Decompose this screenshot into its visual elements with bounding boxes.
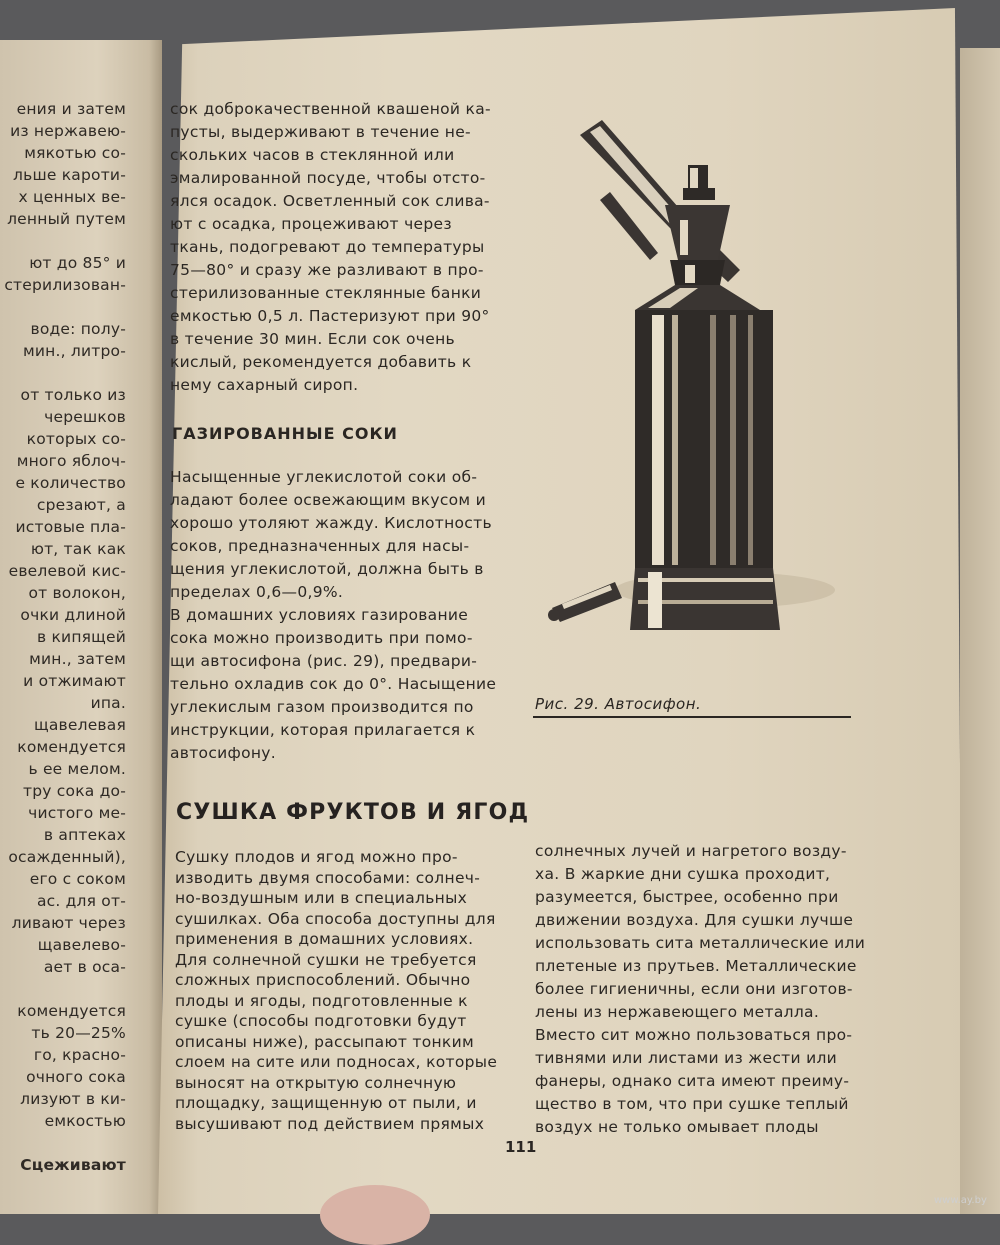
left-page-line: щавелевая <box>34 716 126 734</box>
text-line: слоем на сите или подносах, которые <box>175 1053 498 1071</box>
left-page-line: в кипящей <box>37 628 126 646</box>
section-heading-gas: ГАЗИРОВАННЫЕ СОКИ <box>172 424 398 443</box>
text-line: движении воздуха. Для сушки лучше <box>535 911 854 929</box>
left-page-line: ения и затем <box>16 100 126 118</box>
left-page-line: го, красно- <box>33 1046 126 1064</box>
left-page-line: ь ее мелом. <box>28 760 126 778</box>
left-page-line: воде: полу- <box>30 320 126 338</box>
watermark: www.ay.by <box>934 1195 987 1206</box>
text-line: выносят на открытую солнечную <box>175 1073 457 1092</box>
text-line: в течение 30 мин. Если сок очень <box>170 330 455 348</box>
text-line: площадку, защищенную от пыли, и <box>175 1094 477 1112</box>
left-page-line: чистого ме- <box>28 804 126 822</box>
text-line: щество в том, что при сушке теплый <box>535 1095 849 1113</box>
text-line: углекислым газом производится по <box>170 698 474 716</box>
text-line: щи автосифона (рис. 29), предвари- <box>170 652 478 670</box>
caption-rule <box>533 716 851 718</box>
page-number: 111 <box>505 1138 537 1156</box>
left-page-line: срезают, а <box>36 496 126 514</box>
text-line: солнечных лучей и нагретого возду- <box>535 842 847 860</box>
text-line: кислый, рекомендуется добавить к <box>170 353 472 371</box>
left-page-line: мякотью со- <box>24 144 126 162</box>
text-line: щения углекислотой, должна быть в <box>170 560 484 578</box>
left-page-line: ленный путем <box>7 210 126 228</box>
left-page-line: черешков <box>44 408 126 426</box>
siphon-illustration <box>540 110 860 690</box>
text-line: ха. В жаркие дни сушка проходит, <box>535 865 831 883</box>
text-line: плоды и ягоды, подготовленные к <box>175 991 468 1010</box>
left-page-line: от только из <box>20 386 126 404</box>
text-line: 75—80° и сразу же разливают в про- <box>170 261 484 279</box>
text-line: лены из нержавеющего металла. <box>535 1003 820 1021</box>
text-line: тельно охладив сок до 0°. Насыщение <box>170 675 497 693</box>
text-line: нему сахарный сироп. <box>170 376 359 394</box>
text-line: Сушку плодов и ягод можно про- <box>175 848 458 866</box>
text-line: Насыщенные углекислотой соки об- <box>170 468 478 486</box>
text-line: высушивают под действием прямых <box>175 1114 485 1133</box>
left-page-line: Сцеживают <box>20 1156 126 1174</box>
left-page-line: в аптеках <box>43 826 126 844</box>
text-line: фанеры, однако сита имеют преиму- <box>535 1072 850 1090</box>
left-page-line: е количество <box>15 474 126 492</box>
text-line: сушилках. Оба способа доступны для <box>175 909 496 928</box>
left-page-line: ипа. <box>90 694 126 712</box>
text-line: изводить двумя способами: солнеч- <box>175 868 481 887</box>
text-line: воздух не только омывает плоды <box>535 1118 819 1136</box>
text-line: эмалированной посуде, чтобы отсто- <box>170 169 486 187</box>
left-page-line: ть 20—25% <box>31 1024 126 1042</box>
text-line: хорошо утоляют жажду. Кислотность <box>170 514 492 532</box>
left-page-line: комендуется <box>17 738 126 756</box>
left-page-line: которых со- <box>26 430 126 448</box>
left-page-line: истовые пла- <box>15 518 126 536</box>
left-page-line: тру сока до- <box>23 782 126 800</box>
left-page-line: мин., затем <box>29 650 126 668</box>
next-page-edge <box>960 48 1000 1214</box>
left-page-line: ют до 85° и <box>29 254 126 272</box>
text-line: ялся осадок. Осветленный сок слива- <box>170 192 490 210</box>
left-page-line: емкостью <box>44 1112 126 1130</box>
left-page <box>0 40 162 1214</box>
text-line: сок доброкачественной квашеной ка- <box>170 100 491 118</box>
text-line: инструкции, которая прилагается к <box>170 721 476 739</box>
text-line: соков, предназначенных для насы- <box>170 537 470 555</box>
text-line: скольких часов в стеклянной или <box>170 146 455 164</box>
text-line: более гигиеничны, если они изготов- <box>535 980 853 998</box>
text-line: пределах 0,6—0,9%. <box>170 583 344 601</box>
left-page-line: очного сока <box>26 1068 126 1086</box>
figure-caption: Рис. 29. Автосифон. <box>535 695 702 713</box>
text-line: пусты, выдерживают в течение не- <box>170 123 471 141</box>
left-page-line: евелевой кис- <box>8 562 126 580</box>
text-line: сушке (способы подготовки будут <box>175 1012 467 1030</box>
left-page-line: х ценных ве- <box>18 188 126 206</box>
left-page-line: льше кароти- <box>13 166 126 184</box>
text-line: ткань, подогревают до температуры <box>170 238 485 256</box>
left-page-line: ют, так как <box>30 540 126 558</box>
text-line: емкостью 0,5 л. Пастеризуют при 90° <box>170 307 490 325</box>
left-page-line: осажденный), <box>8 848 126 866</box>
left-page-line: щавелево- <box>37 936 126 954</box>
text-line: сока можно производить при помо- <box>170 629 473 647</box>
left-page-line: мин., литро- <box>22 342 126 360</box>
left-page-line: из нержавею- <box>10 122 126 140</box>
text-line: описаны ниже), рассыпают тонким <box>175 1032 474 1051</box>
text-line: плетеные из прутьев. Металлические <box>535 957 857 975</box>
text-line: но-воздушным или в специальных <box>175 889 468 907</box>
text-line: сложных приспособлений. Обычно <box>175 971 471 989</box>
left-page-line: комендуется <box>17 1002 126 1020</box>
text-line: применения в домашних условиях. <box>175 930 474 948</box>
text-line: разумеется, быстрее, особенно при <box>535 888 839 906</box>
left-page-line: ас. для от- <box>36 892 126 910</box>
text-line: Для солнечной сушки не требуется <box>175 950 477 969</box>
left-page-line: его с соком <box>29 870 126 888</box>
text-line: ладают более освежающим вкусом и <box>170 491 487 509</box>
left-page-line: много яблоч- <box>16 452 126 470</box>
left-page-line: от волокон, <box>28 584 126 602</box>
left-page-line: и отжимают <box>23 672 126 690</box>
left-page-line: стерилизован- <box>4 276 126 294</box>
left-page-line: ает в оса- <box>43 958 126 976</box>
section-heading-drying: СУШКА ФРУКТОВ И ЯГОД <box>176 800 530 825</box>
thumb <box>320 1185 430 1245</box>
text-line: автосифону. <box>170 744 277 762</box>
text-line: тивнями или листами из жести или <box>535 1049 838 1067</box>
left-page-line: лизуют в ки- <box>20 1090 126 1108</box>
left-page-line: очки длиной <box>20 606 126 624</box>
text-line: Вместо сит можно пользоваться про- <box>535 1026 853 1044</box>
text-line: В домашних условиях газирование <box>170 606 469 624</box>
text-line: использовать сита металлические или <box>535 934 866 952</box>
left-page-line: ливают через <box>11 914 126 932</box>
text-line: стерилизованные стеклянные банки <box>170 284 482 302</box>
text-line: ют с осадка, процеживают через <box>170 215 452 233</box>
